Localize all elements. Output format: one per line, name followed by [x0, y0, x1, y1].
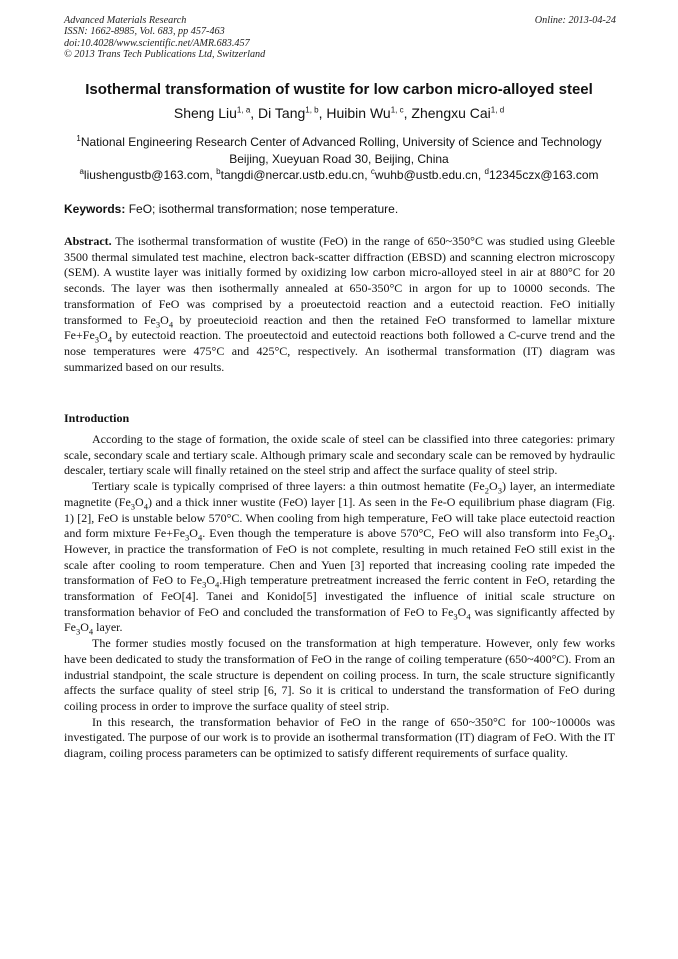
abstract — [64, 234, 615, 375]
email-address: $^a$liushengustb@163.com — [79, 167, 210, 182]
email-address: $^c$wuhb@ustb.edu.cn — [370, 167, 478, 182]
affiliation: $^1$National Engineering Research Center of Advanced Rolling, University of Science and Technology Beijing, Xueyuan Road 30, Beijing, China — [76, 134, 602, 166]
copyright-line: © 2013 Trans Tech Publications Ltd, Switzerland — [64, 49, 266, 61]
journal-header — [64, 15, 616, 61]
author: Sheng Liu$^{1, a}$ — [173, 105, 251, 121]
email-list: $^a$liushengustb@163.com, $^b$tangdi@nercar.ustb.edu.cn, $^c$wuhb@ustb.edu.cn, $^d$12345czx@163.com — [79, 167, 599, 182]
email-address: $^d$12345czx@163.com — [484, 167, 599, 182]
keywords-label: Keywords: — [64, 202, 126, 216]
paragraph: Tertiary scale is typically comprised of three layers: a thin outmost hematite $(Fe_2O_3)$ layer, an intermediate magnetite $(Fe_3O_4)$ and a thick inner wustite (FeO) layer [1]. As seen in the Fe-O equilibrium phase diagram (Fig. 1) [2], FeO is unstable below 570°C. When cooling from high temperature, FeO will take place eutectoid reaction and form mixture $Fe+Fe_3O_4$. Even though the temperature is above 570°C, FeO will also transform into $Fe_3O_4$. However, in practice the transformation of FeO is not complete, resulting in much retained FeO still exist in the scale after cooling to room temperature. Chen and Yuen [3] reported that increasing cooling rate impeded the transformation of FeO to $Fe_3O_4.High$ temperature pretreatment increased the ferric content in FeO, retarding the transformation of FeO[4]. Tanei and Konido[5] investigated the influence of initial scale structure on transformation behavior of FeO and concluded the transformation of FeO to $Fe_3O_4$ was significantly affected by $Fe_3O_4$ layer. — [64, 479, 615, 637]
paragraph: According to the stage of formation, the oxide scale of steel can be classified into three categories: primary scale, secondary scale and tertiary scale. Although primary scale and secondary scale can be removed by hydraulic descaler, tertiary scale will finally retained on the steel strip and affect the surface quality of steel strip. — [64, 432, 615, 478]
keywords-text: FeO; isothermal transformation; nose temperature. — [128, 202, 399, 216]
abstract-label: Abstract. — [64, 234, 112, 248]
author: Di Tang$^{1, b}$ — [258, 105, 319, 121]
online-date: Online: 2013-04-24 — [534, 15, 616, 26]
abstract-text: The isothermal transformation of wustite (FeO) in the range of 650~350°C was studied using Gleeble 3500 thermal simulated test machine, electron back-scatter diffraction (EBSD) and scanning electron microscopy (SEM). A wustite layer was initially formed by oxidizing low carbon micro-alloyed steel in air at 880°C for 20 seconds. The layer was then isothermally annealed at 650-350°C in argon for up to 10000 seconds. The transformation of FeO was comprised by a proeutectoid reaction and a eutectoid reaction. FeO initially transformed to $Fe_3O_4$ by proeutecioid reaction and then the retained FeO transformed to lamellar mixture $Fe+Fe_3O_4$ by eutectoid reaction. The proeutectoid and eutectoid reactions both followed a C-curve trend and the nose temperatures were 475°C and 425°C, respectively. An isothermal transformation (IT) diagram was summarized based on our results. — [64, 234, 615, 374]
section-heading-introduction: Introduction — [64, 411, 130, 425]
keywords — [64, 202, 616, 216]
paper-title: Isothermal transformation of wustite for low carbon micro-alloyed steel — [85, 81, 593, 98]
paragraph: The former studies mostly focused on the transformation at high temperature. However, only few works have been dedicated to study the transformation of FeO in the range of coiling temperature (650~400°C). From an industrial standpoint, the scale structure is dependent on coiling process. In turn, the scale structure significantly affects the surface quality of steel strip [6, 7]. So it is critical to understand the transformation of FeO during coiling process in order to improve the surface quality of steel strip. — [64, 636, 615, 713]
author: Zhengxu Cai$^{1, d}$ — [411, 105, 505, 121]
paragraph: In this research, the transformation behavior of FeO in the range of 650~350°C for 100~10000s was investigated. The purpose of our work is to provide an isothermal transformation (IT) diagram of FeO. With the IT diagram, coiling process parameters can be optimized to satisfy different requirements of surface quality. — [64, 714, 615, 761]
introduction-body — [64, 432, 615, 762]
author-list: Sheng Liu$^{1, a}$, Di Tang$^{1, b}$, Huibin Wu$^{1, c}$, Zhengxu Cai$^{1, d}$ — [173, 105, 505, 121]
email-address: $^b$tangdi@nercar.ustb.edu.cn — [216, 167, 365, 182]
author: Huibin Wu$^{1, c}$ — [326, 105, 404, 121]
journal-name: Advanced Materials Research — [64, 15, 187, 26]
doi-line: doi:10.4028/www.scientific.net/AMR.683.457 — [64, 37, 250, 49]
issn-line: ISSN: 1662-8985, Vol. 683, pp 457-463 — [64, 26, 225, 38]
